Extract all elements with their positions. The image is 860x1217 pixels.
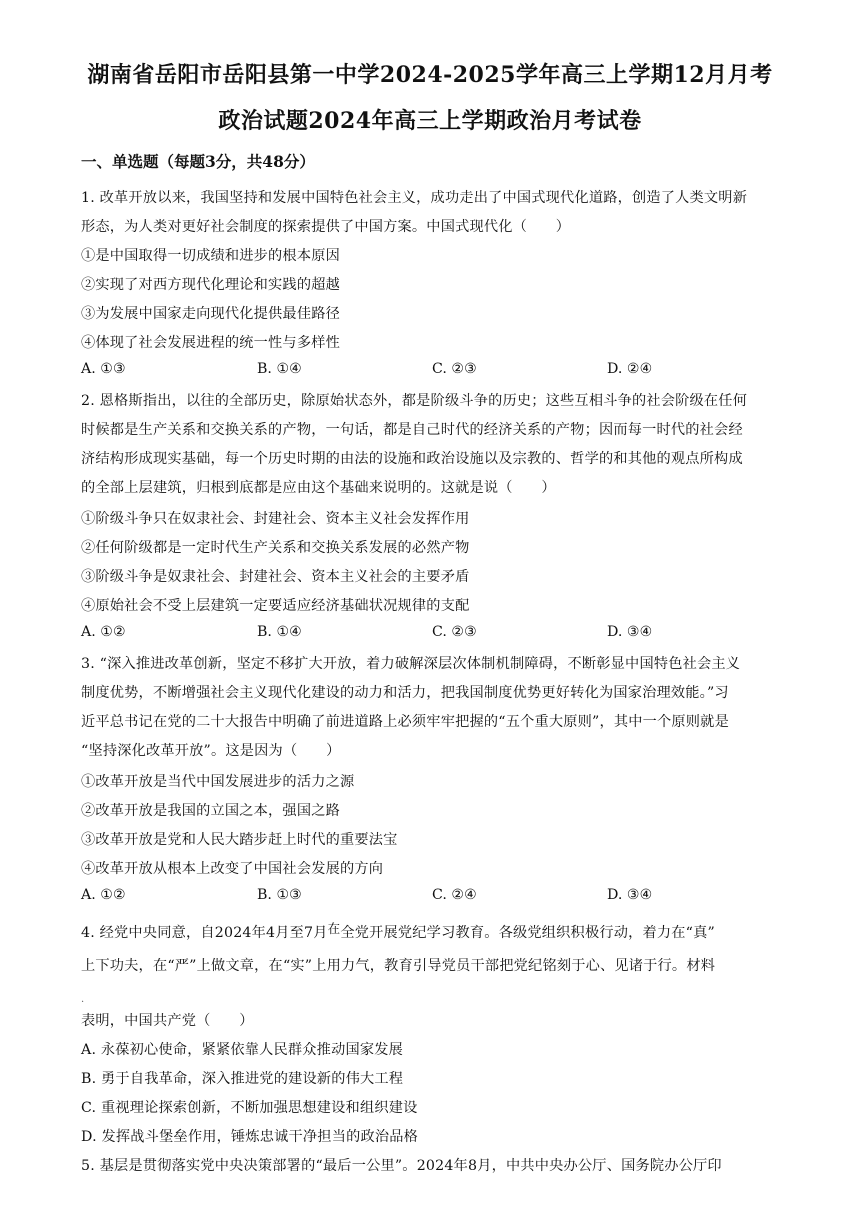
q4-stem-line-3: 表明，中国共产党（ ）	[81, 1013, 254, 1029]
q2-options	[81, 624, 781, 644]
q2-option-a: A. ①②	[81, 624, 126, 640]
q2-stem-line-1: 2. 恩格斯指出，以往的全部历史，除原始状态外，都是阶级斗争的历史；这些互相斗争的社会阶级在任何	[81, 393, 748, 409]
q3-statement-1: ①改革开放是当代中国发展进步的活力之源	[81, 774, 355, 790]
q1-statement-4: ④体现了社会发展进程的统一性与多样性	[81, 335, 340, 351]
q3-option-a: A. ①②	[81, 887, 126, 903]
q1-statement-2: ②实现了对西方现代化理论和实践的超越	[81, 277, 340, 293]
q4-option-c: C. 重视理论探索创新，不断加强思想建设和组织建设	[81, 1100, 418, 1116]
q2-statement-3: ③阶级斗争是奴隶社会、封建社会、资本主义社会的主要矛盾	[81, 569, 470, 585]
q2-option-b: B. ①④	[257, 624, 302, 640]
q3-statement-2: ②改革开放是我国的立国之本，强国之路	[81, 803, 340, 819]
q4-stem-part-2: 在	[327, 921, 341, 936]
q1-stem-line-1: 1. 改革开放以来，我国坚持和发展中国特色社会主义，成功走出了中国式现代化道路，创造了人类文明新	[81, 190, 748, 206]
q4-option-d: D. 发挥战斗堡垒作用，锤炼忠诚干净担当的政治品格	[81, 1129, 419, 1145]
q1-option-a: A. ①③	[81, 361, 126, 377]
stray-mark: ·	[81, 997, 85, 1008]
q3-stem-line-2: 制度优势，不断增强社会主义现代化建设的动力和活力，把我国制度优势更好转化为国家治理效能。”习	[81, 685, 729, 701]
q2-statement-2: ②任何阶级都是一定时代生产关系和交换关系发展的必然产物	[81, 540, 470, 556]
q4-stem-part-1: 4. 经党中央同意，自2024年4月至7月	[81, 925, 328, 941]
page-title-line-1: 湖南省岳阳市岳阳县第一中学2024-2025学年高三上学期12月月考	[87, 62, 773, 88]
q2-stem-line-3: 济结构形成现实基础，每一个历史时期的由法的设施和政治设施以及宗教的、哲学的和其他的观点所构成	[81, 451, 743, 467]
q1-stem-line-2: 形态，为人类对更好社会制度的探索提供了中国方案。中国式现代化（ ）	[81, 219, 571, 235]
q2-statement-4: ④原始社会不受上层建筑一定要适应经济基础状况规律的支配	[81, 598, 470, 614]
q3-option-c: C. ②④	[432, 887, 477, 903]
q2-option-d: D. ③④	[607, 624, 653, 640]
q4-option-b: B. 勇于自我革命，深入推进党的建设新的伟大工程	[81, 1071, 404, 1087]
section-heading: 一、单选题（每题3分，共48分）	[81, 152, 315, 171]
page-title-line-2: 政治试题2024年高三上学期政治月考试卷	[218, 108, 642, 134]
q3-options	[81, 887, 781, 907]
q1-option-c: C. ②③	[432, 361, 477, 377]
q2-option-c: C. ②③	[432, 624, 477, 640]
q4-option-a: A. 永葆初心使命，紧紧依靠人民群众推动国家发展	[81, 1042, 404, 1058]
q3-statement-3: ③改革开放是党和人民大踏步赶上时代的重要法宝	[81, 832, 398, 848]
q2-stem-line-2: 时候都是生产关系和交换关系的产物，一句话，都是自己时代的经济关系的产物；因而每一时代的社会经	[81, 422, 743, 438]
q2-statement-1: ①阶级斗争只在奴隶社会、封建社会、资本主义社会发挥作用	[81, 511, 470, 527]
q4-stem-line-1	[81, 922, 715, 942]
q3-statement-4: ④改革开放从根本上改变了中国社会发展的方向	[81, 861, 384, 877]
q1-option-b: B. ①④	[257, 361, 302, 377]
q4-stem-part-3: 全党开展党纪学习教育。各级党组织积极行动，着力在“真”	[340, 925, 715, 941]
q3-stem-line-3: 近平总书记在党的二十大报告中明确了前进道路上必须牢牢把握的“五个重大原则”，其中一个原则就是	[81, 714, 729, 730]
q1-statement-1: ①是中国取得一切成绩和进步的根本原因	[81, 248, 340, 264]
q5-stem-line-1: 5. 基层是贯彻落实党中央决策部署的“最后一公里”。2024年8月，中共中央办公厅、国务院办公厅印	[81, 1158, 722, 1174]
q1-option-d: D. ②④	[607, 361, 653, 377]
q1-options	[81, 361, 781, 381]
q3-stem-line-4: “坚持深化改革开放”。这是因为（ ）	[81, 743, 341, 759]
q1-statement-3: ③为发展中国家走向现代化提供最佳路径	[81, 306, 340, 322]
q3-stem-line-1: 3. “深入推进改革创新，坚定不移扩大开放，着力破解深层次体制机制障碍，不断彰显中国特色社会主义	[81, 656, 741, 672]
q4-stem-line-2: 上下功夫，在“严”上做文章，在“实”上用力气，教育引导党员干部把党纪铭刻于心、见诸于行。材料	[81, 958, 716, 974]
q2-stem-line-4: 的全部上层建筑，归根到底都是应由这个基础来说明的。这就是说（ ）	[81, 480, 556, 496]
q3-option-d: D. ③④	[607, 887, 653, 903]
q3-option-b: B. ①③	[257, 887, 302, 903]
